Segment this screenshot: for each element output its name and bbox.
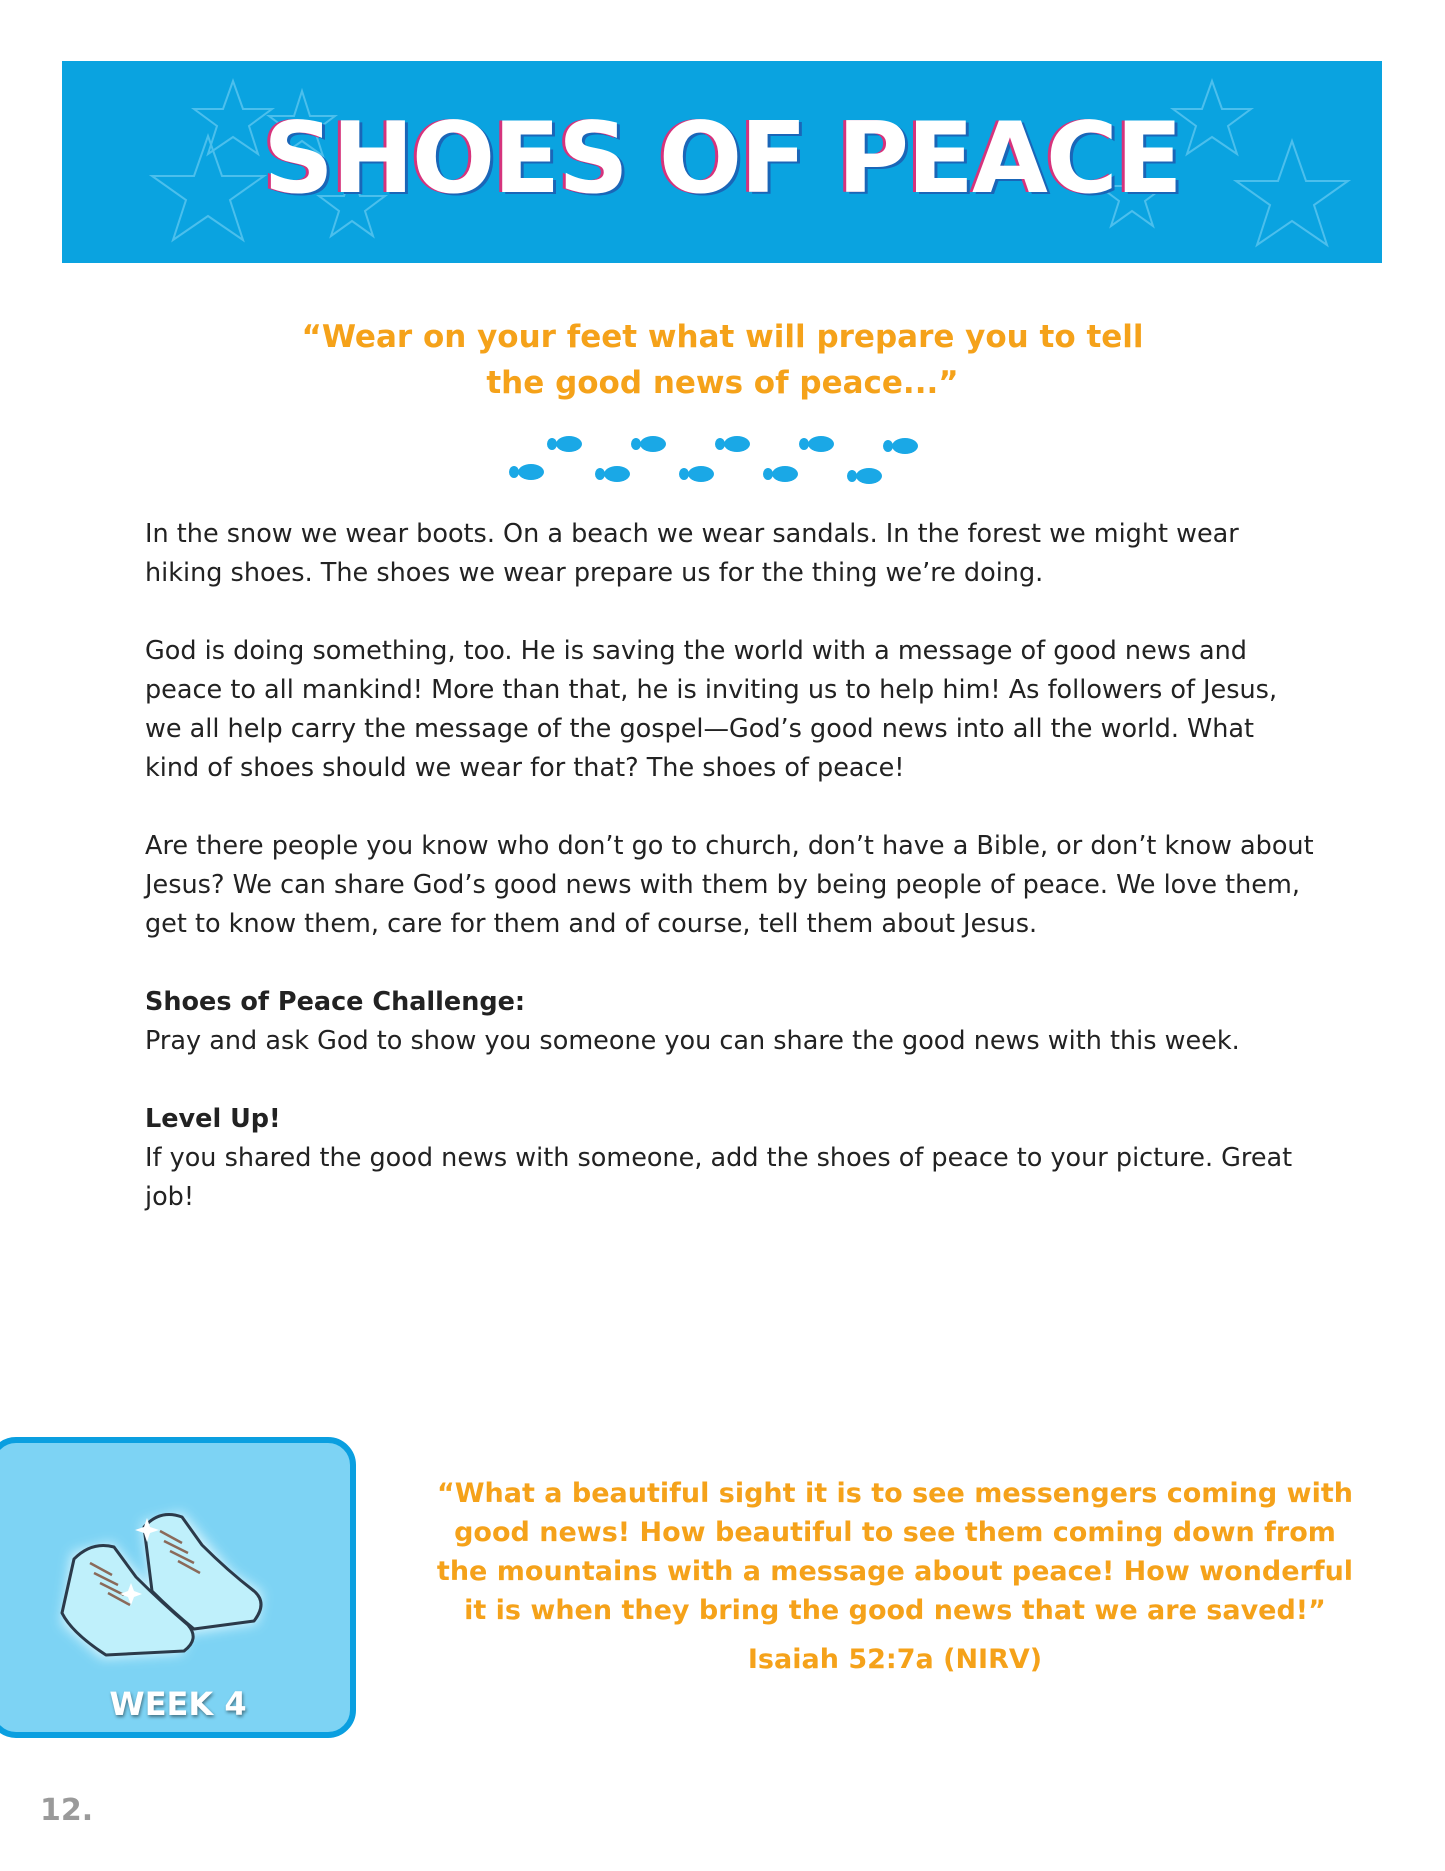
verse-reference: Isaiah 52:7a (NIRV) (747, 1644, 1043, 1675)
verse-line: the mountains with a message about peace! How wonderful (436, 1556, 1354, 1587)
lead-quote-line-1: “Wear on your feet what will prepare you to tell (301, 319, 1144, 355)
lead-quote (300, 314, 1145, 406)
level-up-text: If you shared the good news with someone, add the shoes of peace to your picture. Great job! (145, 1143, 1293, 1212)
week-card (0, 1437, 356, 1738)
paragraph: Are there people you know who don’t go to church, don’t have a Bible, or don’t know about Jesus? We can share God’s good news with them by being people of peace. We love them, get to know them, care for them and of course, tell them about Jesus. (145, 831, 1314, 939)
challenge-text: Pray and ask God to show you someone you can share the good news with this week. (145, 1026, 1240, 1056)
footprints-icon (505, 428, 935, 490)
week-label: WEEK 4 (109, 1685, 247, 1723)
sneakers-icon (32, 1483, 282, 1673)
page-number: 12. (40, 1793, 94, 1828)
verse-line: it is when they bring the good news that we are saved!” (464, 1595, 1326, 1626)
title-banner (62, 61, 1382, 263)
level-up-heading: Level Up! (145, 1104, 281, 1134)
verse-line: “What a beautiful sight it is to see messengers coming with (437, 1478, 1353, 1509)
verse-line: good news! How beautiful to see them coming down from (454, 1517, 1336, 1548)
challenge-heading: Shoes of Peace Challenge: (145, 987, 526, 1017)
memory-verse (430, 1474, 1360, 1630)
paragraph: God is doing something, too. He is saving the world with a message of good news and peace to all mankind! More than that, he is inviting us to help him! As followers of Jesus, we all help carry the message of the gospel—God’s good news into all the world. What kind of shoes should we wear for that? The shoes of peace! (145, 636, 1278, 783)
body-text (145, 515, 1315, 1256)
lead-quote-line-2: the good news of peace...” (486, 365, 959, 401)
paragraph: In the snow we wear boots. On a beach we wear sandals. In the forest we might wear hiking shoes. The shoes we wear prepare us for the thing we’re doing. (145, 519, 1239, 588)
page-title: SHOES OF PEACE (263, 102, 1181, 216)
